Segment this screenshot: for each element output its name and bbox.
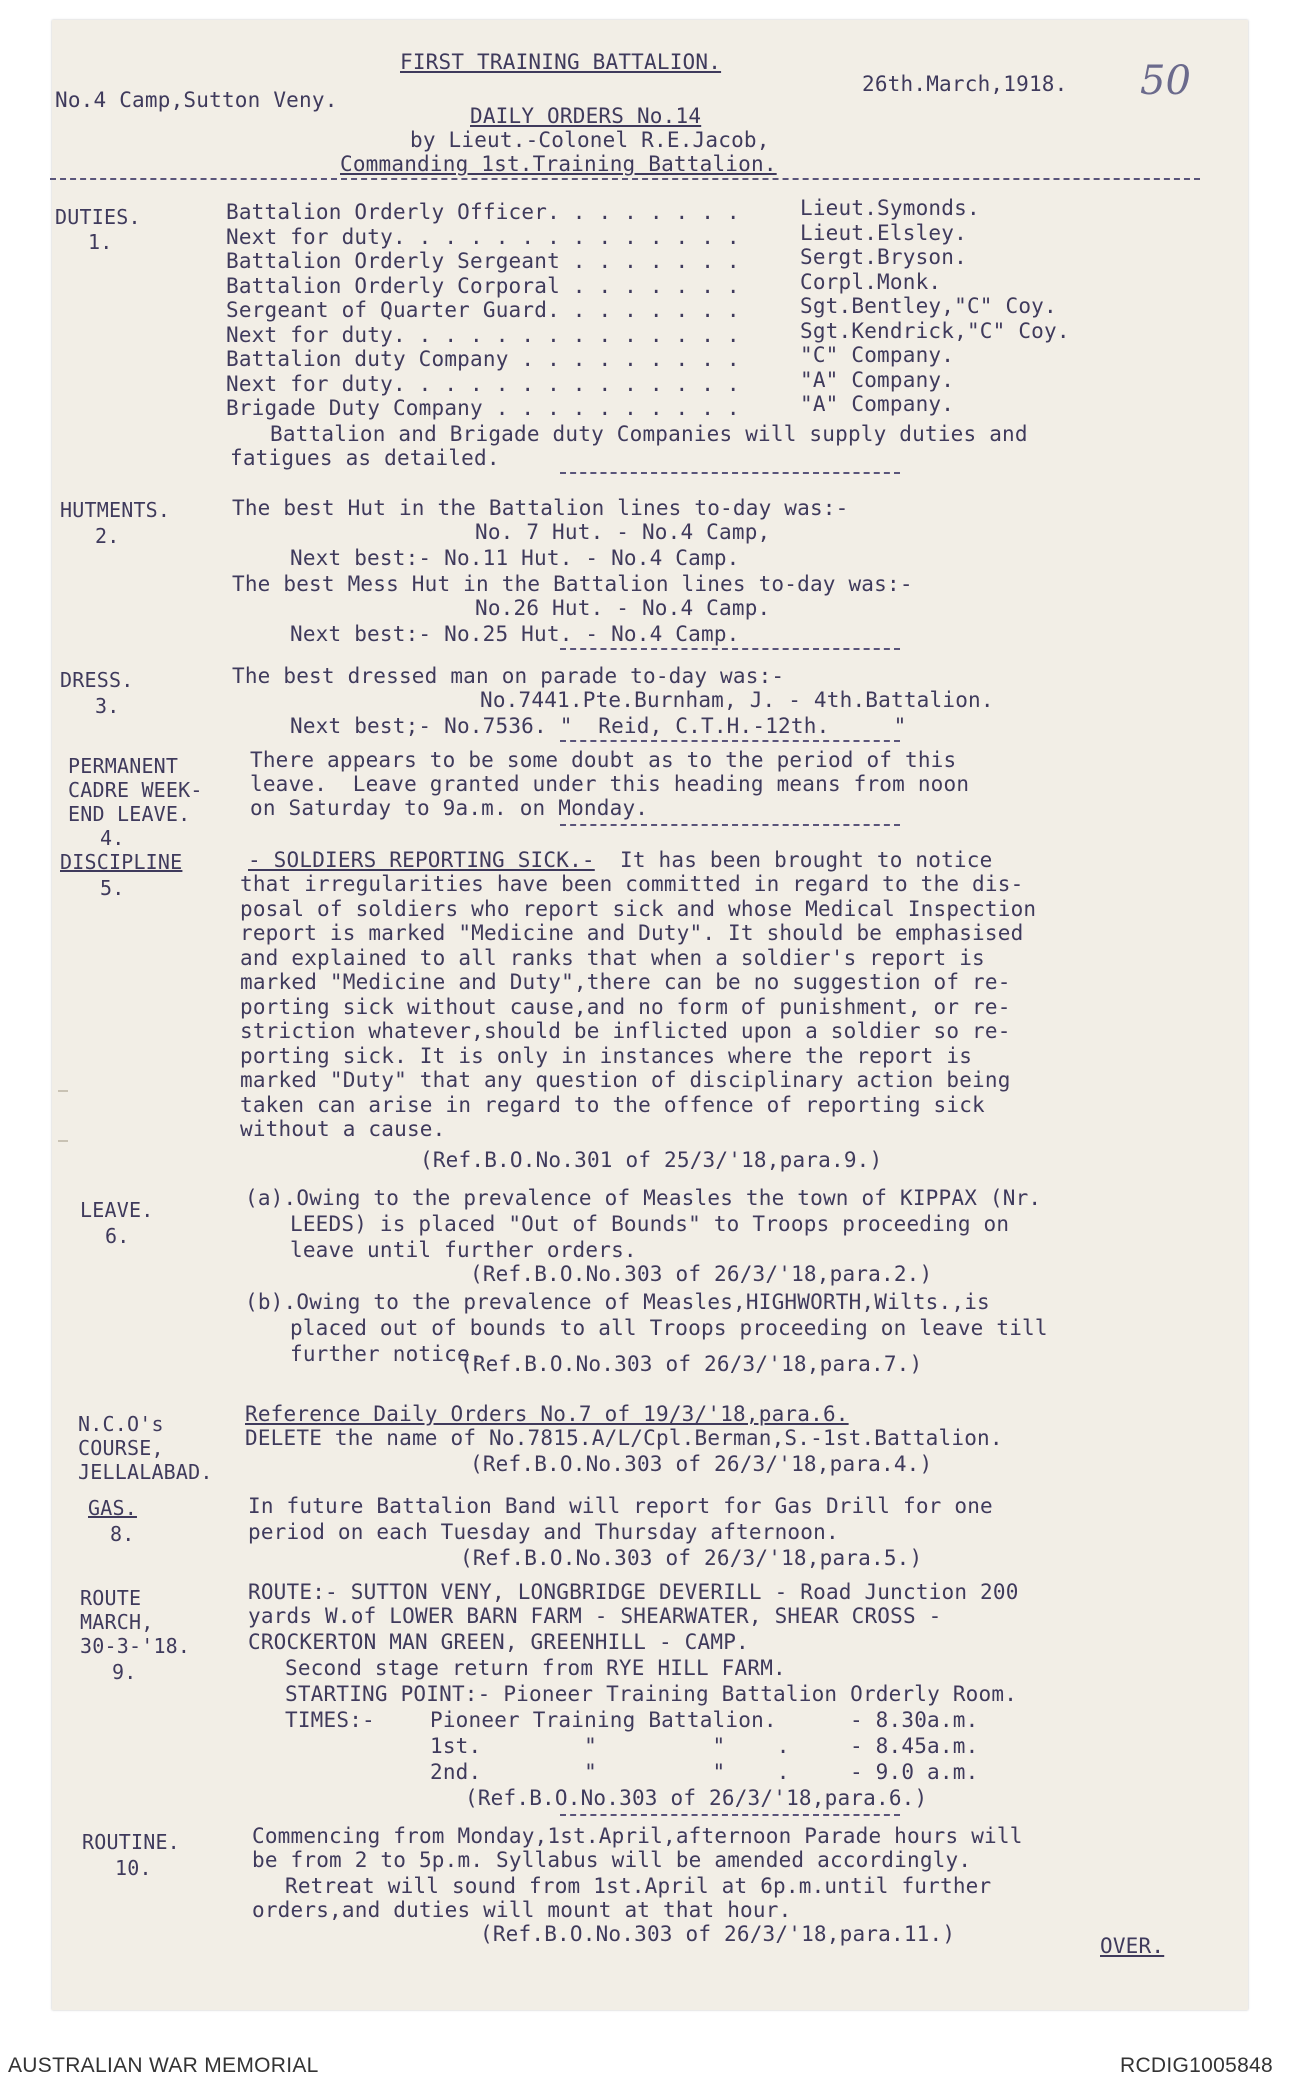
section-heading-duties: DUTIES. [55,205,141,229]
discipline-line: posal of soldiers who report sick and whose Medical Inspection [240,896,1037,921]
routine-line: be from 2 to 5p.m. Syllabus will be amended accordingly. [252,1848,972,1872]
duty-assignee: Corpl.Monk. [800,269,942,294]
reference-citation: (Ref.B.O.No.303 of 26/3/'18,para.7.) [460,1352,923,1376]
leave-line: further notice. [290,1342,483,1366]
dress-line: Next best;- No.7536. " Reid, C.T.H.-12th. " [290,714,907,738]
section-number: 6. [105,1224,130,1248]
issued-by: by Lieut.-Colonel R.E.Jacob, [410,128,770,152]
section-number: 8. [110,1522,135,1546]
duties-note-line: Battalion and Brigade duty Companies will supply duties and [270,422,1028,446]
duty-assignee: "A" Company. [800,392,955,416]
discipline-line: striction whatever,should be inflicted upon a soldier so re- [240,1019,1011,1043]
section-heading-line: JELLALABAD. [78,1460,213,1484]
duty-role: Battalion Orderly Officer. . . . . . . . [226,200,740,224]
reference-citation: (Ref.B.O.No.303 of 26/3/'18,para.5.) [460,1546,923,1570]
reference-citation: (Ref.B.O.No.301 of 25/3/'18,para.9.) [420,1148,883,1172]
hutments-line: The best Mess Hut in the Battalion lines to-day was:- [232,572,913,596]
duty-assignee: Lieut.Elsley. [800,220,967,245]
duty-role: Battalion Orderly Sergeant . . . . . . . [226,249,740,273]
routine-line: orders,and duties will mount at that hour. [252,1898,792,1922]
timing-time: - 8.45a.m. [850,1734,979,1758]
duty-role: Next for duty. . . . . . . . . . . . . . [226,224,740,249]
hutments-line: Next best:- No.25 Hut. - No.4 Camp. [290,622,740,646]
discipline-line: that irregularities have been committed in regard to the dis- [240,872,1024,896]
discipline-line: It has been brought to notice [620,848,993,872]
duty-role: Sergeant of Quarter Guard. . . . . . . . [226,298,740,322]
discipline-line: porting sick. It is only in instances where the report is [240,1043,973,1068]
gas-line: period on each Tuesday and Thursday afternoon. [248,1520,839,1544]
section-heading-nco-course: N.C.O's [78,1412,164,1436]
duty-assignee: Lieut.Symonds. [800,196,980,220]
daily-orders-number: DAILY ORDERS No.14 [470,104,702,128]
dress-line: The best dressed man on parade to-day was:- [232,664,785,688]
routine-line: Commencing from Monday,1st.April,afternoon Parade hours will [252,1824,1023,1848]
discipline-line: taken can arise in regard to the offence of reporting sick [240,1092,985,1117]
section-heading-discipline: DISCIPLINE [60,850,183,874]
archive-footer-left: AUSTRALIAN WAR MEMORIAL [8,2054,319,2077]
reference-citation: (Ref.B.O.No.303 of 26/3/'18,para.2.) [470,1262,933,1286]
duty-assignee: Sgt.Kendrick,"C" Coy. [800,318,1070,343]
duty-role: Next for duty. . . . . . . . . . . . . . [226,371,740,396]
over-marker: OVER. [1100,1934,1165,1958]
section-heading-line: COURSE, [78,1436,164,1460]
hutments-line: The best Hut in the Battalion lines to-day was:- [232,496,849,520]
section-heading-hutments: HUTMENTS. [60,498,171,522]
section-number: 1. [88,230,113,254]
leave-line: LEEDS) is placed "Out of Bounds" to Troops proceeding on [290,1212,1010,1236]
hutments-line: No. 7 Hut. - No.4 Camp, [475,520,771,544]
duty-role: Battalion duty Company . . . . . . . . . [226,347,740,371]
duty-assignee: Sgt.Bentley,"C" Coy. [800,294,1057,318]
hutments-line: No.26 Hut. - No.4 Camp. [475,596,771,620]
timing-unit: Pioneer Training Battalion. [430,1708,777,1732]
discipline-line: and explained to all ranks that when a soldier's report is [240,945,985,970]
reference-citation: (Ref.B.O.No.303 of 26/3/'18,para.11.) [480,1922,956,1946]
hutments-line: Next best:- No.11 Hut. - No.4 Camp. [290,546,740,570]
section-heading-gas: GAS. [88,1496,137,1520]
discipline-line: report is marked "Medicine and Duty". It should be emphasised [240,921,1024,945]
duty-assignee: Sergt.Bryson. [800,245,967,269]
punch-mark [58,1090,68,1092]
times-label: TIMES:- [285,1708,375,1732]
discipline-subject: - SOLDIERS REPORTING SICK.- [248,848,595,872]
leave-line: placed out of bounds to all Troops proceeding on leave till [290,1316,1048,1340]
leave-line: leave until further orders. [290,1238,637,1262]
route-line: CROCKERTON MAN GREEN, GREENHILL - CAMP. [248,1630,749,1654]
discipline-line: porting sick without cause,and no form of punishment, or re- [240,994,1011,1019]
section-heading-line: MARCH, [80,1610,154,1634]
section-number: 5. [100,876,125,900]
leave-policy-line: on Saturday to 9a.m. on Monday. [250,796,649,820]
battalion-title: FIRST TRAINING BATTALION. [400,50,722,74]
duty-role: Next for duty. . . . . . . . . . . . . . [226,322,740,347]
nco-course-line: Reference Daily Orders No.7 of 19/3/'18,para.6. [245,1402,849,1426]
duty-assignee: "C" Company. [800,343,955,367]
leave-policy-line: leave. Leave granted under this heading means from noon [250,772,970,796]
gas-line: In future Battalion Band will report for Gas Drill for one [248,1494,993,1518]
divider [560,824,900,826]
section-heading-permanent-cadre-leave: PERMANENT [68,754,179,778]
section-number: 10. [115,1856,152,1880]
route-line: STARTING POINT:- Pioneer Training Battalion Orderly Room. [285,1682,1018,1706]
leave-line: (b).Owing to the prevalence of Measles,HIGHWORTH,Wilts.,is [245,1290,990,1314]
leave-line: (a).Owing to the prevalence of Measles the town of KIPPAX (Nr. [245,1186,1042,1210]
section-heading-leave: LEAVE. [80,1198,154,1222]
dress-line: No.7441.Pte.Burnham, J. - 4th.Battalion. [480,688,994,712]
section-number: 3. [95,694,120,718]
divider [50,178,1200,180]
divider [560,740,900,742]
route-line: ROUTE:- SUTTON VENY, LONGBRIDGE DEVERILL - Road Junction 200 [248,1580,1019,1604]
reference-citation: (Ref.B.O.No.303 of 26/3/'18,para.4.) [470,1452,933,1476]
duty-assignee: "A" Company. [800,367,955,392]
section-heading-dress: DRESS. [60,668,134,692]
section-number: 2. [95,524,120,548]
timing-time: - 8.30a.m. [850,1708,979,1732]
section-number: 9. [112,1660,137,1684]
timing-time: - 9.0 a.m. [850,1760,979,1784]
discipline-line: marked "Duty" that any question of disciplinary action being [240,1068,1011,1092]
section-number: 4. [100,826,125,850]
section-heading-route-march: ROUTE [80,1586,142,1610]
section-heading-line: END LEAVE. [68,802,191,826]
routine-line: Retreat will sound from 1st.April at 6p.m.until further [285,1874,992,1898]
divider [560,648,900,650]
duty-role: Battalion Orderly Corporal . . . . . . . [226,273,740,298]
nco-course-line: DELETE the name of No.7815.A/L/Cpl.Berman,S.-1st.Battalion. [245,1426,1003,1450]
order-date: 26th.March,1918. [862,72,1068,96]
section-heading-line: CADRE WEEK- [68,778,203,802]
timing-unit: 1st. " " . [430,1734,790,1758]
leave-policy-line: There appears to be some doubt as to the period of this [250,748,957,772]
route-line: Second stage return from RYE HILL FARM. [285,1656,786,1680]
archive-footer-right: RCDIG1005848 [1120,2054,1274,2077]
route-line: yards W.of LOWER BARN FARM - SHEARWATER, SHEAR CROSS - [248,1604,942,1628]
punch-mark [58,1140,68,1142]
discipline-line: without a cause. [240,1117,446,1141]
handwritten-page-number: 50 [1140,58,1191,104]
discipline-line: marked "Medicine and Duty",there can be no suggestion of re- [240,970,1011,994]
timing-unit: 2nd. " " . [430,1760,790,1784]
divider [560,1814,900,1816]
duty-role: Brigade Duty Company . . . . . . . . . . [226,396,740,420]
commanding-officer: Commanding 1st.Training Battalion. [340,152,777,176]
divider [560,472,900,474]
reference-citation: (Ref.B.O.No.303 of 26/3/'18,para.6.) [465,1786,928,1810]
camp-location: No.4 Camp,Sutton Veny. [55,88,338,112]
section-heading-line: 30-3-'18. [80,1634,191,1658]
section-heading-routine: ROUTINE. [82,1830,180,1854]
duties-note-line: fatigues as detailed. [230,446,500,470]
